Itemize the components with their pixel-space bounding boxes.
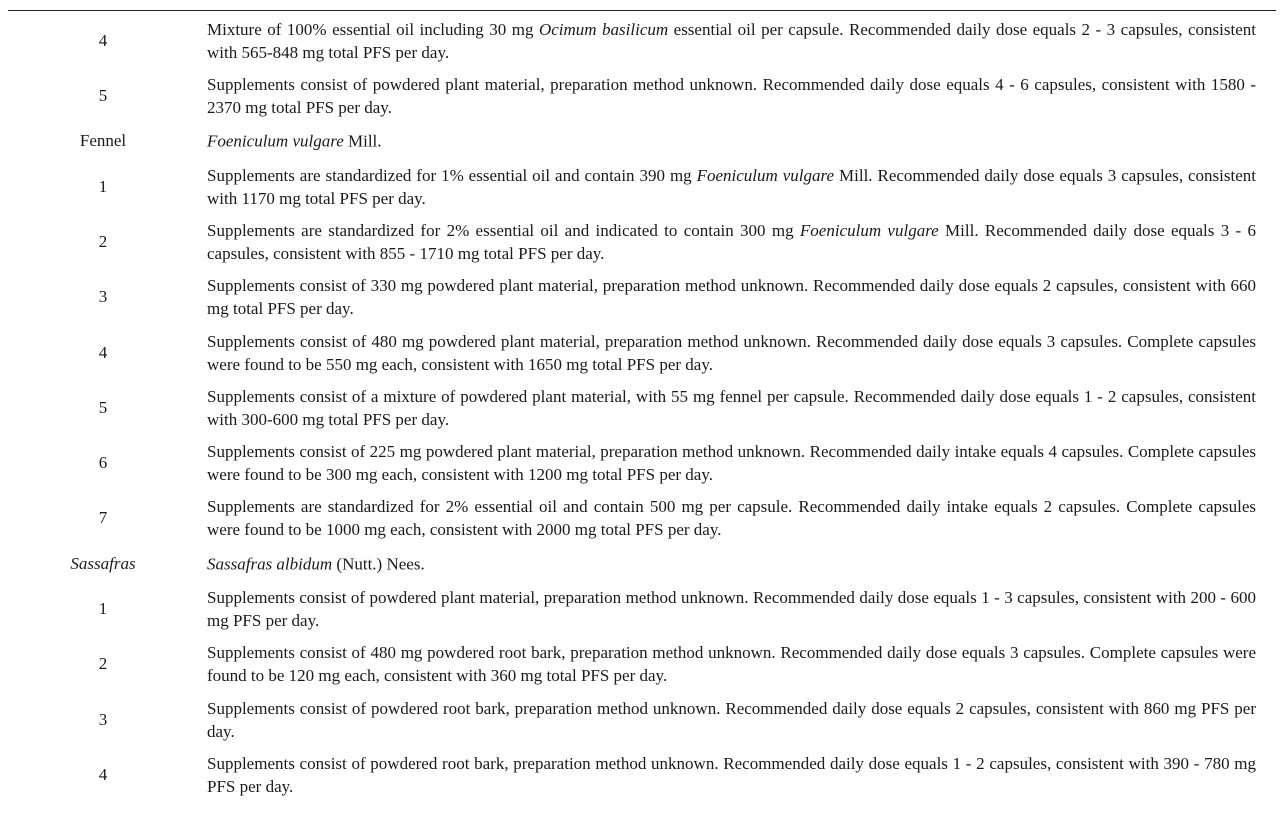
table-row [0, 491, 1284, 546]
species-latin-name [207, 552, 1256, 575]
supplement-table [0, 13, 1284, 802]
supplement-description [207, 495, 1256, 541]
supplement-number: 4 [98, 764, 108, 784]
supplement-description [207, 641, 1256, 687]
table-row [0, 747, 1284, 802]
supplement-number: 7 [98, 508, 108, 528]
supplement-description [207, 330, 1256, 376]
table-row [0, 435, 1284, 490]
text-span: essential oil per capsule. Recommended daily dose equals 2 - 3 capsules, consistent with 565-848 mg total PFS per day. [207, 19, 1256, 62]
italic-text: Ocimum basilicum [538, 19, 669, 39]
table-row [0, 637, 1284, 692]
text-span: Mill. Recommended daily dose equals 3 capsules, consistent with 1170 mg total PFS per day. [207, 165, 1257, 208]
text-span: Mill. Recommended daily dose equals 3 - 6 capsules, consistent with 855 - 1710 mg total PFS per day. [207, 221, 1257, 264]
table-row [0, 215, 1284, 270]
text-span: Supplements are standardized for 2% essential oil and contain 500 mg per capsule. Recommended daily intake equals 2 capsules. Complete capsules were found to be 1000 mg each, consistent with 2000 mg total PFS per day. [207, 497, 1256, 540]
species-name: Fennel [79, 131, 127, 151]
table-row [0, 270, 1284, 325]
species-latin-name [207, 130, 1256, 153]
supplement-number: 2 [98, 232, 108, 252]
text-span: Supplements consist of powdered plant material, preparation method unknown. Recommended daily dose equals 4 - 6 capsules, consistent with 1580 - 2370 mg total PFS per day. [207, 74, 1256, 117]
supplement-number: 2 [98, 654, 108, 674]
table-row [0, 68, 1284, 123]
italic-text: Foeniculum vulgare [696, 165, 835, 185]
text-span: Supplements consist of 480 mg powdered root bark, preparation method unknown. Recommended daily dose equals 3 capsules. Complete capsules were found to be 120 mg each, consistent with 360 mg total PFS per day. [207, 643, 1256, 686]
text-span: Supplements are standardized for 2% essential oil and indicated to contain 300 mg [207, 221, 800, 241]
supplement-number: 6 [98, 452, 108, 472]
text-span: Supplements consist of powdered plant material, preparation method unknown. Recommended daily dose equals 1 - 3 capsules, consistent with 200 - 600 mg PFS per day. [207, 588, 1256, 631]
text-span: Supplements consist of 330 mg powdered plant material, preparation method unknown. Recommended daily dose equals 2 capsules, consistent with 660 mg total PFS per day. [207, 276, 1256, 319]
text-span: Mill. [343, 131, 382, 151]
text-span: Supplements consist of 225 mg powdered plant material, preparation method unknown. Recommended daily intake equals 4 capsules. Complete capsules were found to be 300 mg each, consistent with 1200 mg total PFS per day. [207, 441, 1256, 484]
species-row [0, 123, 1284, 159]
species-row [0, 546, 1284, 582]
text-span: Supplements consist of powdered root bark, preparation method unknown. Recommended daily dose equals 1 - 2 capsules, consistent with 390 - 780 mg PFS per day. [207, 753, 1256, 796]
supplement-description [207, 440, 1256, 486]
italic-text: Sassafras albidum [207, 554, 333, 574]
supplement-number: 5 [98, 85, 108, 105]
supplement-description [207, 586, 1256, 632]
text-span: Supplements consist of a mixture of powdered plant material, with 55 mg fennel per capsule. Recommended daily dose equals 1 - 2 capsules, consistent with 300-600 mg total PFS per day. [207, 386, 1256, 429]
supplement-description [207, 274, 1256, 320]
table-row [0, 380, 1284, 435]
text-span: Supplements are standardized for 1% essential oil and contain 390 mg [207, 165, 697, 185]
supplement-description [207, 219, 1256, 265]
supplement-number: 4 [98, 342, 108, 362]
text-span: Supplements consist of powdered root bark, preparation method unknown. Recommended daily dose equals 2 capsules, consistent with 860 mg PFS per day. [207, 698, 1256, 741]
supplement-description [207, 385, 1256, 431]
supplement-number: 4 [98, 30, 108, 50]
table-row [0, 325, 1284, 380]
supplement-description [207, 164, 1256, 210]
table-row [0, 582, 1284, 637]
italic-text: Foeniculum vulgare [799, 221, 939, 241]
table-row [0, 13, 1284, 68]
table-row [0, 692, 1284, 747]
supplement-description [207, 73, 1256, 119]
supplement-number: 1 [98, 176, 108, 196]
table-row [0, 159, 1284, 214]
supplement-description [207, 752, 1256, 798]
species-name: Sassafras [70, 553, 136, 573]
text-span: (Nutt.) Nees. [332, 554, 425, 574]
table-bottom-edge [8, 826, 1276, 827]
supplement-number: 1 [98, 599, 108, 619]
supplement-number: 5 [98, 397, 108, 417]
supplement-description [207, 18, 1256, 64]
supplement-number: 3 [98, 709, 108, 729]
italic-text: Foeniculum vulgare [207, 131, 344, 151]
table-top-rule [8, 10, 1276, 11]
text-span: Supplements consist of 480 mg powdered plant material, preparation method unknown. Recommended daily dose equals 3 capsules. Complete capsules were found to be 550 mg each, consistent with 1650 mg total PFS per day. [207, 331, 1256, 374]
text-span: Mixture of 100% essential oil including 30 mg [207, 19, 539, 39]
supplement-number: 3 [98, 287, 108, 307]
supplement-description [207, 697, 1256, 743]
